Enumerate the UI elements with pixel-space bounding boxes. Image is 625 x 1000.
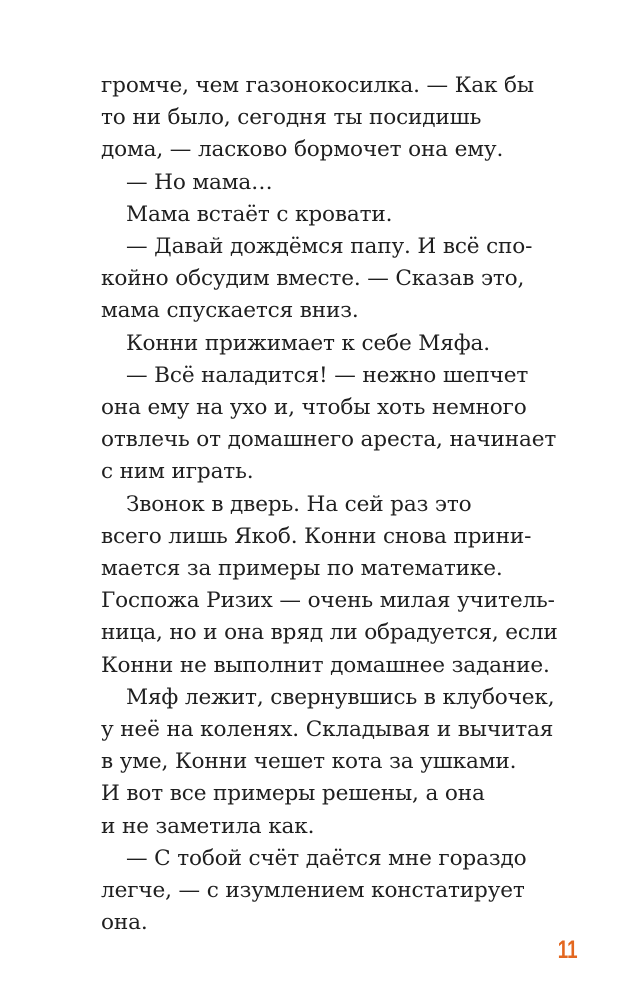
text-line: в уме, Конни чешет кота за ушками. — [101, 749, 517, 775]
text-line: И вот все примеры решены, а она — [101, 781, 485, 807]
text-line: Госпожа Ризих — очень милая учитель- — [101, 588, 555, 614]
text-line: она. — [101, 910, 148, 936]
page-number: 11 — [557, 936, 578, 964]
text-line: отвлечь от домашнего ареста, начинает — [101, 427, 557, 453]
text-line: мается за примеры по математике. — [101, 556, 503, 582]
text-line: всего лишь Якоб. Конни снова прини- — [101, 523, 532, 549]
text-line: ница, но и она вряд ли обрадуется, если — [101, 620, 558, 646]
text-line-indented: Мама встаёт с кровати. — [126, 201, 393, 227]
text-line-indented: Конни прижимает к себе Мяфа. — [126, 330, 490, 356]
text-line: она ему на ухо и, чтобы хоть немного — [101, 395, 527, 421]
text-line: Конни не выполнит домашнее задание. — [101, 652, 550, 678]
text-line: дома, — ласково бормочет она ему. — [101, 137, 504, 163]
text-line: громче, чем газонокосилка. — Как бы — [101, 73, 534, 98]
text-line-indented: — С тобой счёт даётся мне гораздо — [126, 845, 527, 871]
text-line-indented: — Давай дождёмся папу. И всё спо- — [126, 234, 533, 260]
text-line: койно обсудим вместе. — Сказав это, — [101, 266, 525, 292]
text-line-indented: Мяф лежит, свернувшись в клубочек, — [126, 684, 555, 710]
text-line: легче, — с изумлением констатирует — [101, 878, 525, 904]
text-line: и не заметила как. — [101, 813, 315, 839]
text-line: с ним играть. — [101, 459, 254, 485]
text-line-indented: Звонок в дверь. На сей раз это — [126, 491, 472, 517]
text-line: то ни было, сегодня ты посидишь — [101, 105, 482, 131]
text-line: мама спускается вниз. — [101, 298, 359, 324]
text-line: у неё на коленях. Складывая и вычитая — [101, 717, 554, 743]
text-line-indented: — Всё наладится! — нежно шепчет — [126, 362, 529, 388]
text-line-indented: — Но мама… — [126, 169, 273, 195]
book-page-text — [101, 70, 558, 939]
